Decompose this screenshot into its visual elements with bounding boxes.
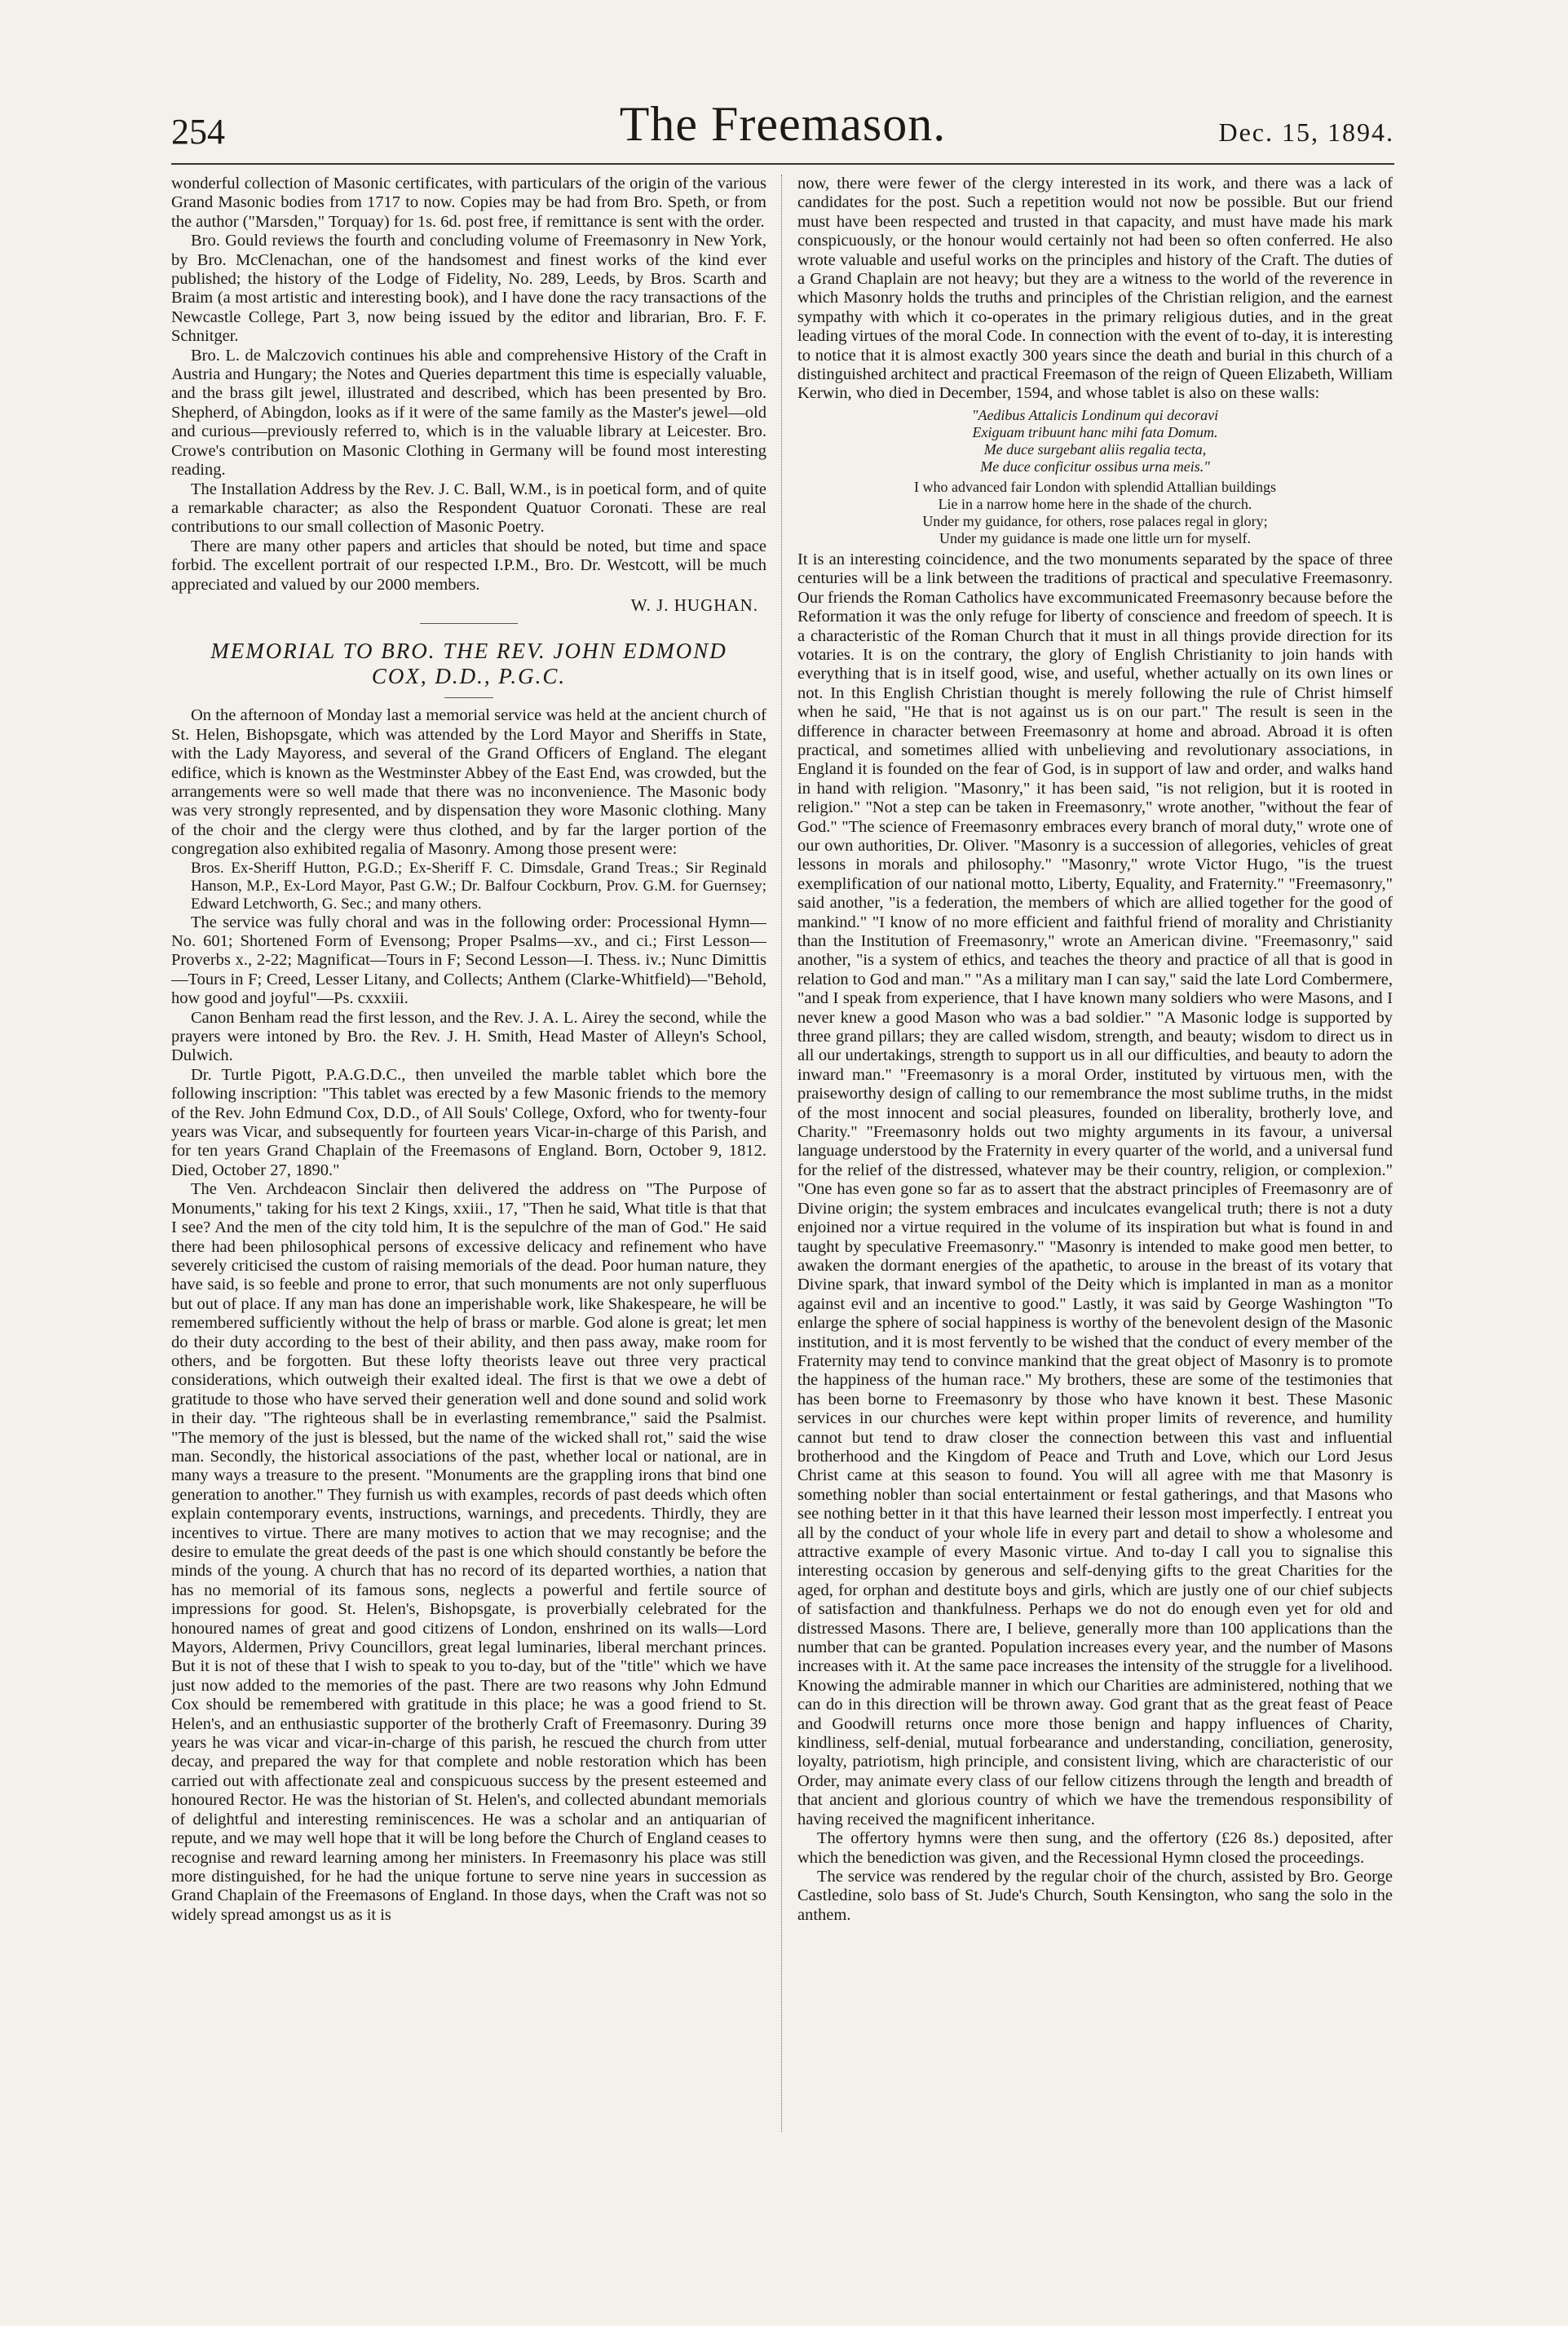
paragraph: The Installation Address by the Rev. J. C. Ball, W.M., is in poetical form, and of quite a remarkable character; as also the Respondent Quatuor Coronati. These are real contributions to our small collection of Masonic Poetry. [171, 480, 766, 537]
divider [420, 623, 518, 624]
verse-line: Me duce conficitur ossibus urna meis." [980, 458, 1210, 475]
author-signature: W. J. HUGHAN. [630, 595, 758, 615]
paragraph: The Ven. Archdeacon Sinclair then delivered the address on "The Purpose of Monuments," taking for his text 2 Kings, xxiii., 17, "Then he said, What title is that that I see? And the men of the city told him, It is the sepulchre of the man of God." He said there had been philosophical persons of excessive delicacy and refinement who have severely criticised the custom of raising memorials of the dead. Poor human nature, they have said, is so feeble and prone to error, that such monuments are not only superfluous but out of place. If any man has done an imperishable work, like Shakespeare, he will be remembered sufficiently without the help of brass or marble. God alone is great; let men do their duty according to the best of their ability, and then pass away, make room for others, and be forgotten. But these lofty theorists leave out three very practical considerations, which outweigh their exalted ideal. The first is that we owe a debt of gratitude to those who have served their generation well and done sound and solid work in their day. "The righteous shall be in everlasting remembrance," said the Psalmist. "The memory of the just is blessed, but the name of the wicked shall rot," said the wise man. Secondly, the historical associations of the past, whether local or national, are in many ways a treasure to the present. "Monuments are the grappling irons that bind one generation to another." They furnish us with examples, records of past deeds which often explain contemporary events, instructions, warnings, and precedents. Thirdly, they are incentives to virtue. There are many motives to action that we may recognise; and the desire to emulate the great deeds of the past is one which should constantly be before the minds of the young. A church that has no record of its departed worthies, a nation that has no memorial of its famous sons, neglects a powerful and fertile source of impressions for good. St. Helen's, Bishopsgate, is proverbially celebrated for the honoured names of great and good citizens of London, enshrined on its walls—Lord Mayors, Aldermen, Privy Councillors, great legal luminaries, liberal merchant princes. But it is not of these that I wish to speak to you to-day, but of the "title" which we have just now added to the memories of the past. There are two reasons why John Edmund Cox should be remembered with gratitude in this place; he was a good friend to St. Helen's, and an enthusiastic supporter of the brotherly Craft of Freemasonry. During 39 years he was vicar and vicar-in-charge of this parish, he rescued the church from utter decay, and prepared the way for that complete and noble restoration which has been carried out with affectionate zeal and conspicuous success by the present esteemed and honoured Rector. He was the historian of St. Helen's, and collected abundant memorials of delightful and interesting reminiscences. He was a scholar and an antiquarian of repute, and we may well hope that it will be long before the Church of England ceases to recognise and reward learning among her ministers. In Freemasonry his place was still more distinguished, for he had the unique fortune to serve nine years in succession as Grand Chaplain of the Freemasons of England. In those days, when the Craft was not so widely spread amongst us as it is [171, 1180, 766, 1924]
verse-line: Lie in a narrow home here in the shade of the church. [938, 495, 1252, 512]
latin-epitaph [797, 407, 1393, 475]
paragraph: There are many other papers and articles that should be noted, but time and space forbid. The excellent portrait of our respected I.P.M., Bro. Dr. Westcott, will be much appreciated and valued by our 2000 members. [171, 537, 766, 594]
paragraph: The service was fully choral and was in the following order: Processional Hymn—No. 601; Shortened Form of Evensong; Proper Psalms—xv., and ci.; First Lesson—Proverbs x., 2-22; Magnificat—Tours in F; Second Lesson—I. Thess. iv.; Nunc Dimittis—Tours in F; Creed, Lesser Litany, and Collects; Anthem (Clarke-Whitfield)—"Behold, how good and joyful"—Ps. cxxxiii. [171, 913, 766, 1008]
left-column [171, 175, 766, 2213]
issue-date: Dec. 15, 1894. [1218, 117, 1394, 147]
paragraph: Bro. Gould reviews the fourth and concluding volume of Freemasonry in New York, by Bro. McClenachan, one of the handsomest and finest works of the kind ever published; the history of the Lodge of Fidelity, No. 289, Leeds, by Bros. Scarth and Braim (a most artistic and interesting book), and I have done the racy transactions of the Newcastle College, Part 3, now being issued by the editor and librarian, Bro. F. F. Schnitger. [171, 232, 766, 346]
attendee-list: Bros. Ex-Sheriff Hutton, P.G.D.; Ex-Sheriff F. C. Dimsdale, Grand Treas.; Sir Reginald Hanson, M.P., Ex-Lord Mayor, Past G.W.; Dr. Balfour Cockburn, Prov. G.M. for Guernsey; Edward Letchworth, G. Sec.; and many others. [191, 859, 766, 913]
verse-line: Exiguam tribuunt hanc mihi fata Domum. [972, 423, 1218, 440]
masthead [171, 96, 1394, 158]
column-divider [781, 175, 782, 2132]
verse-line: I who advanced fair London with splendid Attallian buildings [914, 478, 1276, 495]
paragraph: Bro. L. de Malczovich continues his able and comprehensive History of the Craft in Austria and Hungary; the Notes and Queries department this time is especially valuable, and the brass gilt jewel, illustrated and described, which has been presented by Bro. Shepherd, of Abingdon, looks as if it were of the same family as the Master's jewel—old and curious—previously referred to, which is in the valuable library at Leicester. Bro. Crowe's contribution on Masonic Clothing in Germany will be found most interesting reading. [171, 346, 766, 480]
verse-line: Under my guidance, for others, rose palaces regal in glory; [922, 512, 1268, 529]
english-translation [797, 479, 1393, 547]
header-rule [171, 163, 1394, 165]
paragraph: The offertory hymns were then sung, and the offertory (£26 8s.) deposited, after which the benediction was given, and the Recessional Hymn closed the proceedings. [797, 1829, 1393, 1867]
publication-title: The Freemason. [619, 97, 947, 151]
divider [444, 697, 493, 698]
paragraph: On the afternoon of Monday last a memorial service was held at the ancient church of St. Helen, Bishopsgate, which was attended by the Lord Mayor and Sheriffs in State, with the Lady Mayoress, and several of the Grand Officers of England. The elegant edifice, which is known as the Westminster Abbey of the East End, was crowded, but the arrangements were so well made that there was no inconvenience. The Masonic body was very strongly represented, and by dispensation they wore Masonic clothing. Many of the choir and the clergy were thus clothed, and by far the larger portion of the congregation also exhibited regalia of Masonry. Among those present were: [171, 706, 766, 859]
paragraph: now, there were fewer of the clergy interested in its work, and there was a lack of candidates for the post. Such a repetition would not now be possible. But our friend must have been respected and trusted in that capacity, and must have made his mark conspicuously, or the honour would certainly not had been so often conferred. He also wrote valuable and useful works on the principles and history of the Craft. The duties of a Grand Chaplain are not heavy; but they are a witness to the world of the reverence in which Masonry holds the truths and principles of the Christian religion, and the earnest sympathy with which it co-operates in the primary religious duties, and in the great leading virtues of the moral Code. In connection with the event of to-day, it is interesting to notice that it is almost exactly 300 years since the death and burial in this church of a distinguished architect and practical Freemason of the reign of Queen Elizabeth, William Kerwin, who died in December, 1594, and whose tablet is also on these walls: [797, 175, 1393, 403]
right-column [797, 175, 1393, 2213]
page-number: 254 [171, 112, 225, 152]
verse-line: Under my guidance is made one little urn for myself. [939, 529, 1251, 546]
paragraph: Dr. Turtle Pigott, P.A.G.D.C., then unveiled the marble tablet which bore the following inscription: "This tablet was erected by a few Masonic friends to the memory of the Rev. John Edmund Cox, D.D., of All Souls' College, Oxford, who for twenty-four years was Vicar, and subsequently for fourteen years Vicar-in-charge of this Parish, and for ten years Grand Chaplain of the Freemasons of England. Born, October 9, 1812. Died, October 27, 1890." [171, 1065, 766, 1179]
verse-line: "Aedibus Attalicis Londinum qui decoravi [971, 406, 1219, 423]
paragraph: wonderful collection of Masonic certificates, with particulars of the origin of the various Grand Masonic bodies from 1717 to now. Copies may be had from Bro. Speth, or from the author ("Marsden," Torquay) for 1s. 6d. post free, if remittance is sent with the order. [171, 175, 766, 231]
verse-line: Me duce surgebant aliis regalia tecta, [983, 440, 1207, 458]
article-heading: MEMORIAL TO BRO. THE REV. JOHN EDMOND COX, D.D., P.G.C. [210, 639, 727, 689]
paragraph: The service was rendered by the regular choir of the church, assisted by Bro. George Castledine, solo bass of St. Jude's Church, South Kensington, who sang the solo in the anthem. [797, 1867, 1393, 1924]
paragraph: It is an interesting coincidence, and the two monuments separated by the space of three centuries will be a link between the traditions of practical and speculative Freemasonry. Our friends the Roman Catholics have excommunicated Freemasonry because before the Reformation it was the only refuge for liberty of conscience and freedom of speech. It is a characteristic of the Roman Church that it must in all things provide direction for its votaries. It is on the contrary, the glory of English Christianity to join hands with everything that is in itself good, wise, and useful, whether actually on its own lines or not. In this English Christian thought is merely following the rule of Christ himself when he said, "He that is not against us is on our part." The result is seen in the difference in character between Freemasonry at home and abroad. Abroad it is often practical, and sometimes allied with unbelieving and revolutionary associations, in England it is founded on the fear of God, is in support of law and order, and walks hand in hand with religion. "Masonry," it has been said, "is not religion, but it is rooted in religion." "Not a step can be taken in Freemasonry," wrote another, "without the fear of God." "The science of Freemasonry embraces every branch of moral duty," wrote one of our own authorities, Dr. Oliver. "Masonry is a succession of allegories, vehicles of great lessons in morals and philosophy." "Masonry," wrote Victor Hugo, "is the truest exemplification of our national motto, Liberty, Equality, and Fraternity." "Freemasonry," said another, "is a federation, the members of which are allied together for the good of mankind." "I know of no more efficient and faithful friend of morality and Christianity than the Institution of Freemasonry," wrote an American divine. "Freemasonry," said another, "is a system of ethics, and teaches the theory and practice of all that is good in relation to God and man." "As a military man I can say," said the late Lord Combermere, "and I speak from experience, that I have known many soldiers who were Masons, and I never knew a good Mason who was a bad soldier." "A Masonic lodge is supported by three grand pillars; they are called wisdom, strength, and beauty; wisdom to direct us in all our undertakings, strength to support us in all our difficulties, and beauty to adorn the inward man." "Freemasonry is a moral Order, instituted by virtuous men, with the praiseworthy design of calling to our remembrance the most sublime truths, in the midst of the most innocent and social pleasures, founded on liberality, brotherly love, and Charity." "Freemasonry holds out two mighty arguments in its favour, a universal language understood by the Fraternity in every quarter of the world, and a universal fund for the relief of the distressed, whatever may be their country, religion, or complexion." "One has even gone so far as to assert that the abstract principles of Freemasonry are of Divine origin; the system embraces and inculcates evangelical truth; there is not a duty enjoined nor a virtue required in the volume of its inspiration but what is found in and taught by speculative Freemasonry." "Masonry is intended to make good men better, to awaken the dormant energies of the apathetic, to arouse in the breast of its votary that Divine spark, that inward symbol of the Deity which is implanted in man as a monitor against evil and an incentive to good." Lastly, it was said by George Washington "To enlarge the sphere of social happiness is worthy of the benevolent design of the Masonic institution, and it is most fervently to be wished that the conduct of every member of the Fraternity may tend to convince mankind that the great object of Masonry is to promote the happiness of the human race." My brothers, these are some of the testimonies that has been borne to Freemasonry by those who have known it best. These Masonic services in our churches were kept within proper limits of reverence, and humility cannot but tend to draw closer the connection between this vast and influential brotherhood and the Kingdom of Peace and Truth and Love, which our Lord Jesus Christ came at this season to found. You will all agree with me that Masonry is something nobler than social entertainment or festal gatherings, and that Masons who see nothing better in it that this have learned their lesson most imperfectly. I entreat you all by the conduct of your whole life in every part and detail to show a wholesome and attractive example of every Masonic virtue. And to-day I call you to signalise this interesting occasion by generous and self-denying gifts to the great Charities for the aged, for orphan and destitute boys and girls, which are justly one of our chief subjects of satisfaction and thankfulness. Perhaps we do not do enough even yet for old and distressed Masons. There are, I believe, generally more than 100 applications than the number that can be granted. Population increases every year, and the number of Masons increases with it. At the same pace increases the intensity of the struggle for a livelihood. Knowing the admirable manner in which our Charities are administered, nothing that we can do in this direction will be thrown away. God grant that as the great feast of Peace and Goodwill returns once more those benign and happy influences of Charity, kindliness, self-denial, mutual forbearance and understanding, conciliation, generosity, loyalty, patriotism, high principle, and consistent living, which are characteristic of our Order, may animate every class of our fellow citizens through the length and breadth of that ancient and glorious country of which we have the tremendous responsibility of having received the magnificent inheritance. [797, 550, 1393, 1829]
paragraph: Canon Benham read the first lesson, and the Rev. J. A. L. Airey the second, while the prayers were intoned by Bro. the Rev. J. H. Smith, Head Master of Alleyn's School, Dulwich. [171, 1008, 766, 1065]
